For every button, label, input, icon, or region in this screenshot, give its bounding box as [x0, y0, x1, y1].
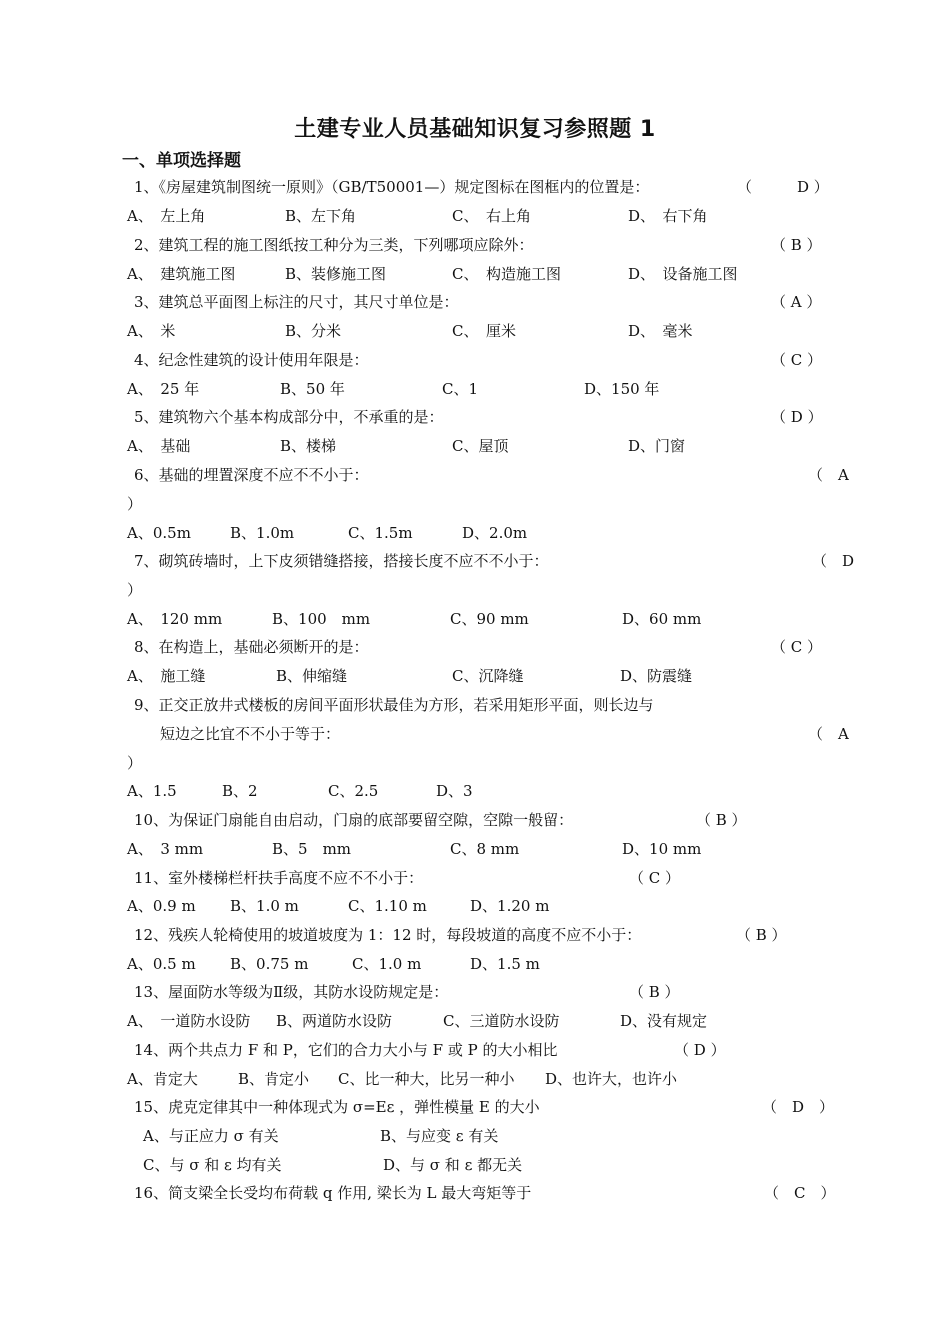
option-b: B、50 年 [280, 380, 345, 398]
option-d: D、10 mm [622, 840, 702, 858]
options-9 [0, 777, 950, 805]
option-c: C、与 σ 和 ε 均有关 [143, 1156, 282, 1174]
answer: （ B ） [629, 983, 680, 1001]
options-2 [0, 260, 950, 288]
option-d: D、2.0m [462, 524, 528, 542]
option-b: B、1.0m [230, 524, 295, 542]
answer: （ D ） [771, 408, 823, 426]
option-a: A、 3 mm [127, 840, 204, 858]
answer: （ D [812, 552, 855, 570]
question-4 [0, 346, 950, 374]
option-a: A、 左上角 [127, 207, 206, 225]
option-b: B、2 [222, 782, 258, 800]
question-text: 10、为保证门扇能自由启动，门扇的底部要留空隙，空隙一般留： [134, 811, 574, 829]
option-a: A、0.5 m [127, 955, 196, 973]
question-text: 12、残疾人轮椅使用的坡道坡度为 1：12 时，每段坡道的高度不应不小于： [134, 926, 642, 944]
question-text: 7、砌筑砖墙时，上下皮须错缝搭接，搭接长度不应不不小于： [134, 552, 549, 570]
question-12 [0, 921, 950, 949]
question-9 [0, 691, 950, 719]
option-b: B、两道防水设防 [276, 1012, 393, 1030]
option-a: A、1.5 [127, 782, 177, 800]
option-d: D、门窗 [628, 437, 686, 455]
option-a: A、 120 mm [127, 610, 223, 628]
option-c: C、 厘米 [452, 322, 516, 340]
options-10 [0, 835, 950, 863]
option-a: A、肯定大 [127, 1070, 198, 1088]
option-c: C、1.5m [348, 524, 413, 542]
option-a: A、0.5m [127, 524, 191, 542]
question-text: 5、建筑物六个基本构成部分中，不承重的是： [134, 408, 444, 426]
question-5 [0, 403, 950, 431]
question-text: 2、建筑工程的施工图纸按工种分为三类，下列哪项应除外： [134, 236, 534, 254]
answer: （ D ） [762, 1098, 835, 1116]
option-d: D、3 [436, 782, 473, 800]
options-6 [0, 519, 950, 547]
option-c: C、沉降缝 [452, 667, 524, 685]
question-text: 15、虎克定律其中一种体现式为 σ=Eε ，弹性模量 E 的大小 [134, 1098, 540, 1116]
question-text: 9、正交正放井式楼板的房间平面形状最佳为方形，若采用矩形平面，则长边与 [134, 696, 654, 714]
answer: （ D ） [674, 1041, 726, 1059]
options-5 [0, 432, 950, 460]
option-a: A、 米 [127, 322, 176, 340]
option-c: C、比一种大，比另一种小 [338, 1070, 515, 1088]
option-b: B、与应变 ε 有关 [380, 1127, 499, 1145]
answer: （ C ） [629, 869, 681, 887]
answer: （ D ） [737, 178, 829, 196]
question-7 [0, 547, 950, 575]
question-text: 13、屋面防水等级为Ⅱ级，其防水设防规定是： [134, 983, 449, 1001]
question-6 [0, 461, 950, 489]
question-1 [0, 173, 950, 201]
question-text: 14、两个共点力 F 和 P，它们的合力大小与 F 或 P 的大小相比 [134, 1041, 558, 1059]
answer: （ C ） [764, 1184, 836, 1202]
option-c: C、2.5 [328, 782, 379, 800]
option-d: D、 右下角 [628, 207, 708, 225]
option-b: B、肯定小 [238, 1070, 310, 1088]
options-15-row-1 [0, 1122, 950, 1150]
question-9-continuation [0, 720, 950, 748]
option-c: C、90 mm [450, 610, 529, 628]
option-c: C、屋顶 [452, 437, 509, 455]
question-text-continued: 短边之比宜不不小于等于： [160, 725, 341, 743]
option-c: C、1 [442, 380, 479, 398]
option-a: A、 25 年 [127, 380, 200, 398]
option-c: C、三道防水设防 [443, 1012, 560, 1030]
answer: （ A ） [771, 293, 822, 311]
answer: （ B ） [736, 926, 787, 944]
option-d: D、没有规定 [620, 1012, 708, 1030]
option-d: D、也许大，也许小 [545, 1070, 678, 1088]
answer: （ B ） [771, 236, 822, 254]
options-1 [0, 202, 950, 230]
options-8 [0, 662, 950, 690]
options-11 [0, 892, 950, 920]
option-b: B、楼梯 [280, 437, 337, 455]
option-d: D、150 年 [584, 380, 660, 398]
answer: （ C ） [771, 638, 823, 656]
question-14 [0, 1036, 950, 1064]
question-text: 11、室外楼梯栏杆扶手高度不应不不小于： [134, 869, 424, 887]
option-d: D、 设备施工图 [628, 265, 738, 283]
options-15-row-2 [0, 1151, 950, 1179]
option-a: A、0.9 m [127, 897, 196, 915]
answer-close: ） [127, 495, 143, 513]
options-3 [0, 317, 950, 345]
options-4 [0, 375, 950, 403]
question-text: 3、建筑总平面图上标注的尺寸，其尺寸单位是： [134, 293, 459, 311]
option-d: D、1.5 m [470, 955, 540, 973]
question-13 [0, 978, 950, 1006]
option-b: B、0.75 m [230, 955, 309, 973]
question-2 [0, 231, 950, 259]
option-b: B、5 mm [272, 840, 352, 858]
question-text: 4、纪念性建筑的设计使用年限是： [134, 351, 369, 369]
answer-close: ） [127, 581, 143, 599]
option-c: C、1.10 m [348, 897, 427, 915]
question-text: 8、在构造上，基础必须断开的是： [134, 638, 369, 656]
options-14 [0, 1065, 950, 1093]
answer: （ C ） [771, 351, 823, 369]
option-a: A、与正应力 σ 有关 [143, 1127, 279, 1145]
option-b: B、伸缩缝 [276, 667, 348, 685]
option-a: A、 一道防水设防 [127, 1012, 251, 1030]
question-text: 6、基础的埋置深度不应不不小于： [134, 466, 369, 484]
option-c: C、8 mm [450, 840, 520, 858]
option-b: B、装修施工图 [285, 265, 387, 283]
option-d: D、防震缝 [620, 667, 693, 685]
question-text: 1、《房屋建筑制图统一原则》（GB/T50001—）规定图标在图框内的位置是： [134, 178, 650, 196]
option-c: C、 右上角 [452, 207, 531, 225]
answer: （ A [808, 466, 849, 484]
option-b: B、1.0 m [230, 897, 299, 915]
options-12 [0, 950, 950, 978]
answer: （ B ） [696, 811, 747, 829]
option-d: D、60 mm [622, 610, 702, 628]
question-15 [0, 1093, 950, 1121]
answer-close: ） [127, 754, 143, 772]
option-b: B、左下角 [285, 207, 357, 225]
option-d: D、 毫米 [628, 322, 693, 340]
question-8 [0, 633, 950, 661]
options-13 [0, 1007, 950, 1035]
answer-continuation [0, 576, 950, 604]
document-title: 土建专业人员基础知识复习参照题 1 [294, 117, 656, 142]
answer-continuation [0, 749, 950, 777]
option-c: C、1.0 m [352, 955, 422, 973]
option-d: D、1.20 m [470, 897, 550, 915]
option-b: B、分米 [285, 322, 342, 340]
option-c: C、 构造施工图 [452, 265, 561, 283]
answer: （ A [808, 725, 849, 743]
question-text: 16、简支梁全长受均布荷载 q 作用, 梁长为 L 最大弯矩等于 [134, 1184, 532, 1202]
option-a: A、 基础 [127, 437, 191, 455]
question-11 [0, 864, 950, 892]
question-16 [0, 1179, 950, 1207]
answer-continuation [0, 490, 950, 518]
question-3 [0, 288, 950, 316]
option-b: B、100 mm [272, 610, 371, 628]
options-7 [0, 605, 950, 633]
option-a: A、 施工缝 [127, 667, 206, 685]
option-a: A、 建筑施工图 [127, 265, 236, 283]
section-heading: 一、单项选择题 [122, 151, 241, 171]
option-d: D、与 σ 和 ε 都无关 [383, 1156, 523, 1174]
question-10 [0, 806, 950, 834]
